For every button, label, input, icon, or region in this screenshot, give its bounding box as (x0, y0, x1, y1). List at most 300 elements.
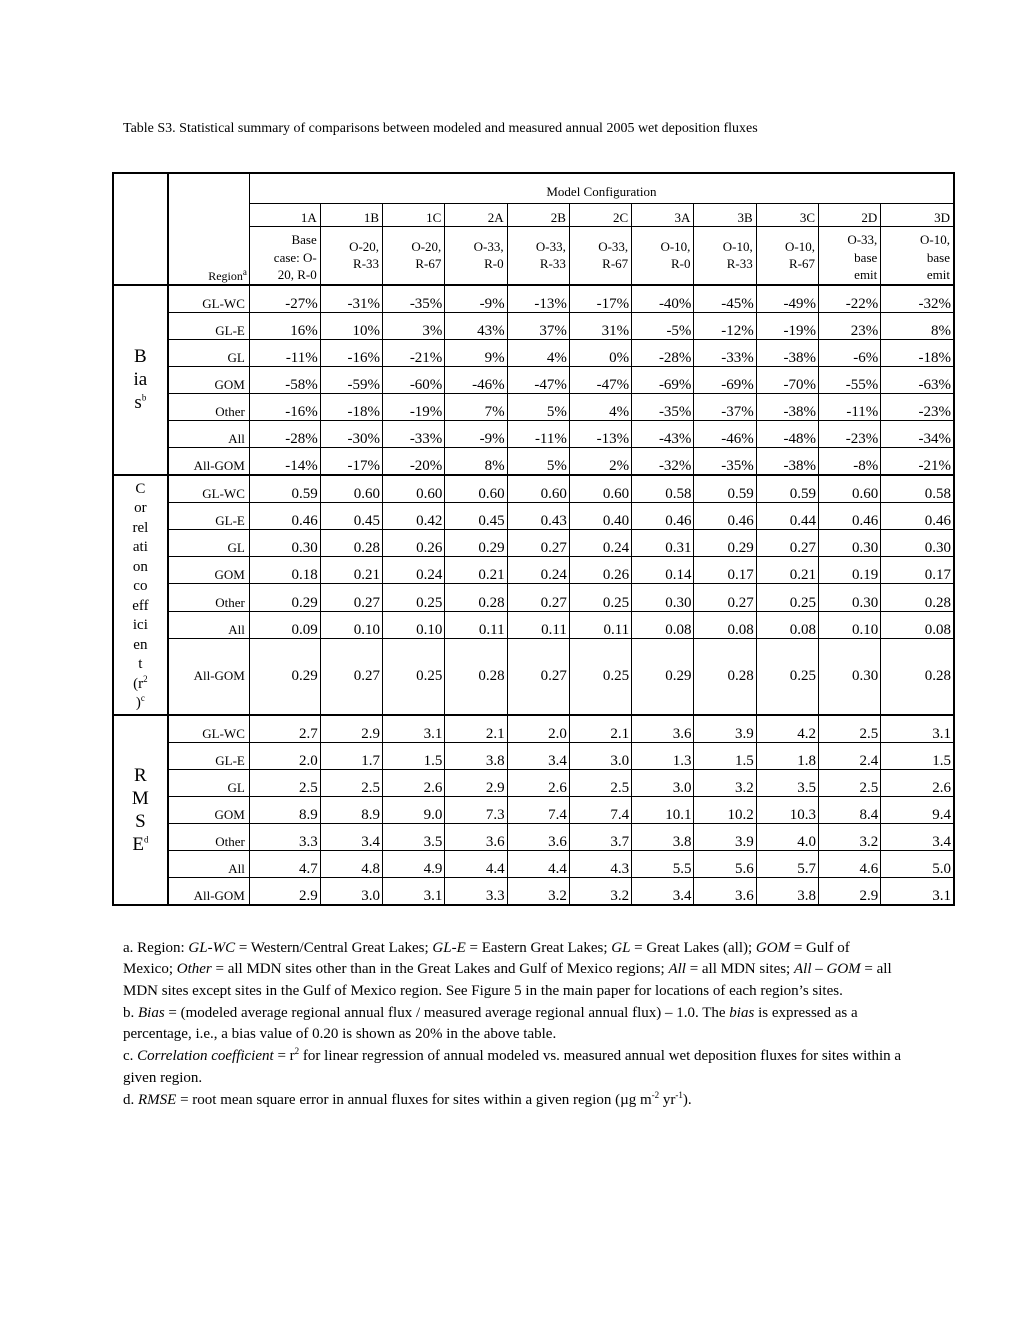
note-text: d. (123, 1092, 138, 1109)
value-cell: -69% (632, 366, 694, 393)
note-term: GOM (755, 940, 791, 956)
config-description: O-33, R-67 (569, 227, 631, 285)
value-cell: 0.24 (569, 529, 631, 556)
value-cell: 3.2 (507, 877, 569, 905)
value-cell: 4% (569, 393, 631, 420)
correlation-row (113, 502, 954, 529)
config-description: O-10, R-0 (632, 227, 694, 285)
table-body (113, 173, 954, 905)
value-cell: 3.5 (756, 769, 818, 796)
value-cell: -60% (383, 366, 445, 393)
value-cell: 0.27 (507, 529, 569, 556)
value-cell: 7% (445, 393, 507, 420)
note-term: GL (611, 940, 631, 956)
value-cell: 4.9 (383, 850, 445, 877)
correlation-group-label-line: (r (133, 675, 144, 692)
value-cell: -23% (819, 420, 881, 447)
config-description: O-33, R-0 (445, 227, 507, 285)
value-cell: 0.19 (819, 557, 881, 584)
table-notes (123, 938, 903, 1112)
value-cell: 0% (569, 339, 631, 366)
bias-row (113, 420, 954, 447)
value-cell: -37% (694, 393, 756, 420)
value-cell: 0.29 (249, 584, 320, 611)
value-cell: -14% (249, 447, 320, 475)
value-cell: 0.27 (320, 638, 382, 714)
value-cell: 0.10 (819, 611, 881, 638)
value-cell: 3.6 (694, 877, 756, 905)
region-header-label: Region (208, 268, 243, 283)
value-cell: 4.8 (320, 850, 382, 877)
config-code: 2D (819, 204, 881, 227)
value-cell: -28% (249, 420, 320, 447)
value-cell: 7.4 (507, 796, 569, 823)
value-cell: 2.9 (445, 769, 507, 796)
note-text: = Great Lakes (all); (630, 940, 756, 956)
value-cell: 0.27 (507, 638, 569, 714)
value-cell: 2.1 (569, 715, 631, 743)
value-cell: 0.27 (507, 584, 569, 611)
value-cell: -38% (756, 339, 818, 366)
statistics-table (112, 172, 955, 906)
region-cell: All-GOM (168, 877, 250, 905)
config-description: O-10, R-33 (694, 227, 756, 285)
value-cell: 0.30 (819, 584, 881, 611)
value-cell: 0.30 (249, 529, 320, 556)
value-cell: -28% (632, 339, 694, 366)
correlation-group-label-line: t (138, 656, 143, 672)
value-cell: 3.1 (881, 715, 954, 743)
value-cell: -55% (819, 366, 881, 393)
correlation-row (113, 638, 954, 714)
value-cell: -8% (819, 447, 881, 475)
correlation-row (113, 611, 954, 638)
value-cell: -22% (819, 285, 881, 313)
rmse-row (113, 823, 954, 850)
region-cell: All-GOM (168, 447, 250, 475)
value-cell: 3.0 (320, 877, 382, 905)
value-cell: 3.9 (694, 715, 756, 743)
value-cell: -45% (694, 285, 756, 313)
value-cell: 0.18 (249, 557, 320, 584)
rmse-row (113, 715, 954, 743)
note-text: = all MDN sites; (685, 961, 794, 978)
value-cell: 8.9 (320, 796, 382, 823)
value-cell: 7.3 (445, 796, 507, 823)
value-cell: 5% (507, 393, 569, 420)
header-corner-cell (113, 173, 168, 285)
value-cell: 3.1 (383, 877, 445, 905)
value-cell: 16% (249, 312, 320, 339)
region-cell: GOM (168, 557, 250, 584)
region-header-sup: a (242, 266, 247, 277)
rmse-row (113, 796, 954, 823)
region-cell: GL-WC (168, 715, 250, 743)
note-term: Other (176, 961, 212, 978)
value-cell: 0.28 (694, 638, 756, 714)
value-cell: -9% (445, 285, 507, 313)
value-cell: 0.46 (694, 502, 756, 529)
region-cell: GL-WC (168, 285, 250, 313)
value-cell: -6% (819, 339, 881, 366)
value-cell: 0.46 (819, 502, 881, 529)
note-text: = all MDN sites except sites in the Gulf of Mexico region. See Figure 5 in the main paper for locations of each region’s sites. (123, 961, 892, 999)
note-text: -1 (675, 1090, 683, 1101)
bias-group-label-line: ia (133, 369, 148, 390)
bias-group-label-line: B (134, 346, 147, 367)
value-cell: -17% (320, 447, 382, 475)
bias-row (113, 285, 954, 313)
value-cell: -31% (320, 285, 382, 313)
value-cell: 4.7 (249, 850, 320, 877)
note-correlation (123, 1046, 903, 1089)
value-cell: 10.3 (756, 796, 818, 823)
value-cell: 3.6 (445, 823, 507, 850)
correlation-group-label-line: ici (132, 617, 148, 633)
value-cell: -12% (694, 312, 756, 339)
value-cell: 2.6 (881, 769, 954, 796)
value-cell: 0.24 (383, 557, 445, 584)
value-cell: 7.4 (569, 796, 631, 823)
value-cell: -32% (632, 447, 694, 475)
value-cell: -11% (249, 339, 320, 366)
note-text: = root mean square error in annual fluxes for sites within a given region (µg m (176, 1092, 652, 1109)
value-cell: 0.14 (632, 557, 694, 584)
value-cell: 8.4 (819, 796, 881, 823)
rmse-group-label-line: E (132, 833, 144, 855)
value-cell: 2% (569, 447, 631, 475)
value-cell: 0.29 (249, 638, 320, 714)
note-text: = r (273, 1048, 295, 1065)
value-cell: -49% (756, 285, 818, 313)
note-text: yr (659, 1092, 676, 1109)
rmse-row (113, 850, 954, 877)
region-cell: GL (168, 339, 250, 366)
value-cell: -30% (320, 420, 382, 447)
config-description: O-33, R-33 (507, 227, 569, 285)
value-cell: -40% (632, 285, 694, 313)
value-cell: 0.28 (881, 584, 954, 611)
value-cell: 0.30 (819, 638, 881, 714)
config-description: O-10, R-67 (756, 227, 818, 285)
value-cell: 0.11 (507, 611, 569, 638)
value-cell: 3.8 (756, 877, 818, 905)
rmse-group-label (113, 715, 168, 905)
config-code: 1A (249, 204, 320, 227)
value-cell: 0.25 (383, 584, 445, 611)
value-cell: 0.21 (756, 557, 818, 584)
value-cell: 0.11 (445, 611, 507, 638)
value-cell: 8.9 (249, 796, 320, 823)
config-code: 3C (756, 204, 818, 227)
bias-group-footnote-sup: b (141, 392, 147, 403)
value-cell: 3.3 (445, 877, 507, 905)
correlation-group-footnote-sup: c (140, 693, 145, 703)
value-cell: -35% (383, 285, 445, 313)
value-cell: 0.58 (881, 475, 954, 503)
value-cell: 0.30 (881, 529, 954, 556)
value-cell: -38% (756, 447, 818, 475)
note-text: = Eastern Great Lakes; (465, 940, 612, 956)
value-cell: 0.28 (320, 529, 382, 556)
value-cell: -13% (569, 420, 631, 447)
config-code: 1C (383, 204, 445, 227)
rmse-row (113, 742, 954, 769)
value-cell: 1.3 (632, 742, 694, 769)
value-cell: 0.27 (756, 529, 818, 556)
value-cell: 3.2 (694, 769, 756, 796)
value-cell: -5% (632, 312, 694, 339)
value-cell: 0.29 (632, 638, 694, 714)
bias-row (113, 393, 954, 420)
note-term: Correlation coefficient (137, 1048, 274, 1065)
value-cell: 0.59 (694, 475, 756, 503)
value-cell: 2.4 (819, 742, 881, 769)
value-cell: 5% (507, 447, 569, 475)
note-text: = Western/Central Great Lakes; (235, 940, 433, 956)
note-term: All – GOM (793, 961, 861, 978)
bias-row (113, 366, 954, 393)
bias-group-label (113, 285, 168, 475)
value-cell: 0.45 (445, 502, 507, 529)
config-description: O-10, base emit (881, 227, 954, 285)
value-cell: 0.27 (694, 584, 756, 611)
value-cell: 0.26 (569, 557, 631, 584)
value-cell: 2.6 (507, 769, 569, 796)
config-code: 1B (320, 204, 382, 227)
value-cell: 0.21 (445, 557, 507, 584)
value-cell: 3.2 (569, 877, 631, 905)
value-cell: 0.30 (632, 584, 694, 611)
config-description: O-20, R-33 (320, 227, 382, 285)
value-cell: -16% (249, 393, 320, 420)
value-cell: 4% (507, 339, 569, 366)
correlation-row (113, 584, 954, 611)
value-cell: 0.08 (632, 611, 694, 638)
value-cell: 37% (507, 312, 569, 339)
value-cell: 0.17 (881, 557, 954, 584)
value-cell: 0.60 (507, 475, 569, 503)
bias-row (113, 447, 954, 475)
value-cell: 0.30 (819, 529, 881, 556)
region-cell: All-GOM (168, 638, 250, 714)
value-cell: 1.5 (881, 742, 954, 769)
region-cell: Other (168, 823, 250, 850)
value-cell: 3.3 (249, 823, 320, 850)
value-cell: 0.43 (507, 502, 569, 529)
value-cell: 0.29 (445, 529, 507, 556)
value-cell: 0.10 (383, 611, 445, 638)
value-cell: 2.5 (569, 769, 631, 796)
region-cell: All (168, 420, 250, 447)
header-row-configuration (113, 173, 954, 204)
value-cell: 0.25 (383, 638, 445, 714)
region-cell: All (168, 850, 250, 877)
value-cell: -46% (445, 366, 507, 393)
value-cell: 2.0 (249, 742, 320, 769)
value-cell: 2.9 (249, 877, 320, 905)
region-cell: GL-E (168, 312, 250, 339)
value-cell: 1.7 (320, 742, 382, 769)
value-cell: 0.28 (445, 638, 507, 714)
value-cell: 3.7 (569, 823, 631, 850)
note-term: Bias (138, 1004, 165, 1021)
config-code: 2B (507, 204, 569, 227)
value-cell: 0.26 (383, 529, 445, 556)
value-cell: 2.0 (507, 715, 569, 743)
correlation-group-label-line: ati (132, 539, 148, 555)
value-cell: 2.9 (320, 715, 382, 743)
value-cell: 3% (383, 312, 445, 339)
note-rmse (123, 1090, 903, 1111)
bias-row (113, 339, 954, 366)
value-cell: 0.25 (569, 584, 631, 611)
value-cell: 1.5 (694, 742, 756, 769)
value-cell: 0.45 (320, 502, 382, 529)
config-code: 3D (881, 204, 954, 227)
region-cell: GL (168, 769, 250, 796)
rmse-row (113, 877, 954, 905)
correlation-group-label-line: en (133, 636, 148, 653)
value-cell: 0.28 (881, 638, 954, 714)
value-cell: 23% (819, 312, 881, 339)
note-term: GL-WC (188, 940, 236, 956)
correlation-group-label (113, 475, 168, 715)
note-text: b. (123, 1004, 138, 1021)
correlation-group-label-line: on (132, 558, 148, 575)
value-cell: 0.24 (507, 557, 569, 584)
value-cell: -11% (507, 420, 569, 447)
value-cell: 0.31 (632, 529, 694, 556)
header-region-cell (168, 173, 250, 285)
value-cell: 0.25 (569, 638, 631, 714)
value-cell: -48% (756, 420, 818, 447)
region-cell: GOM (168, 796, 250, 823)
value-cell: 2.5 (819, 715, 881, 743)
value-cell: 0.21 (320, 557, 382, 584)
value-cell: 0.46 (249, 502, 320, 529)
value-cell: 8% (881, 312, 954, 339)
note-text: for linear regression of annual modeled vs. measured annual wet deposition fluxes for sites within a given region. (123, 1048, 902, 1086)
value-cell: 9.0 (383, 796, 445, 823)
value-cell: 3.8 (632, 823, 694, 850)
value-cell: 0.59 (756, 475, 818, 503)
note-term: RMSE (138, 1092, 177, 1109)
value-cell: 3.0 (569, 742, 631, 769)
correlation-group-label-line: eff (132, 597, 149, 614)
value-cell: 0.44 (756, 502, 818, 529)
value-cell: -27% (249, 285, 320, 313)
config-description: O-33, base emit (819, 227, 881, 285)
value-cell: 2.6 (383, 769, 445, 796)
region-cell: GL-WC (168, 475, 250, 503)
value-cell: 3.6 (507, 823, 569, 850)
value-cell: -21% (383, 339, 445, 366)
value-cell: 3.4 (507, 742, 569, 769)
value-cell: -46% (694, 420, 756, 447)
note-bias (123, 1003, 903, 1046)
value-cell: -23% (881, 393, 954, 420)
value-cell: 3.6 (632, 715, 694, 743)
value-cell: 9.4 (881, 796, 954, 823)
config-code: 3B (694, 204, 756, 227)
config-description: Base case: O- 20, R-0 (249, 227, 320, 285)
value-cell: 3.4 (632, 877, 694, 905)
value-cell: 4.4 (507, 850, 569, 877)
region-cell: GL-E (168, 502, 250, 529)
correlation-group-label-line: C (135, 480, 146, 497)
value-cell: 3.4 (320, 823, 382, 850)
value-cell: 4.2 (756, 715, 818, 743)
correlation-row (113, 475, 954, 503)
value-cell: 9% (445, 339, 507, 366)
note-text: = (modeled average regional annual flux / measured average regional annual flux) – 1.0. The (164, 1004, 730, 1021)
value-cell: 4.3 (569, 850, 631, 877)
region-cell: Other (168, 584, 250, 611)
note-prefix: a. Region: (123, 940, 189, 956)
value-cell: -18% (320, 393, 382, 420)
value-cell: -20% (383, 447, 445, 475)
rmse-row (113, 769, 954, 796)
value-cell: 0.59 (249, 475, 320, 503)
value-cell: 0.25 (756, 584, 818, 611)
value-cell: 5.7 (756, 850, 818, 877)
value-cell: -47% (507, 366, 569, 393)
value-cell: 0.09 (249, 611, 320, 638)
value-cell: -33% (383, 420, 445, 447)
value-cell: 0.58 (632, 475, 694, 503)
note-term: bias (729, 1004, 755, 1021)
value-cell: 0.08 (881, 611, 954, 638)
value-cell: 2.5 (819, 769, 881, 796)
region-cell: Other (168, 393, 250, 420)
bias-group-label-line: s (134, 392, 142, 413)
model-configuration-header: Model Configuration (249, 173, 954, 204)
value-cell: 0.27 (320, 584, 382, 611)
value-cell: -59% (320, 366, 382, 393)
config-description: O-20, R-67 (383, 227, 445, 285)
note-text: = Gulf of Mexico; (123, 940, 850, 978)
value-cell: 0.42 (383, 502, 445, 529)
note-text: -2 (651, 1090, 660, 1101)
value-cell: 0.08 (756, 611, 818, 638)
value-cell: -69% (694, 366, 756, 393)
value-cell: 3.2 (819, 823, 881, 850)
value-cell: 3.0 (632, 769, 694, 796)
region-cell: GOM (168, 366, 250, 393)
value-cell: 3.1 (383, 715, 445, 743)
value-cell: 0.60 (819, 475, 881, 503)
value-cell: 2.1 (445, 715, 507, 743)
note-text: = all MDN sites other than in the Great Lakes and Gulf of Mexico regions; (211, 961, 669, 978)
value-cell: 0.29 (694, 529, 756, 556)
config-code: 2A (445, 204, 507, 227)
value-cell: 0.11 (569, 611, 631, 638)
value-cell: -32% (881, 285, 954, 313)
value-cell: -16% (320, 339, 382, 366)
value-cell: -34% (881, 420, 954, 447)
value-cell: -38% (756, 393, 818, 420)
value-cell: -33% (694, 339, 756, 366)
value-cell: 0.40 (569, 502, 631, 529)
value-cell: 3.4 (881, 823, 954, 850)
value-cell: 43% (445, 312, 507, 339)
value-cell: 0.17 (694, 557, 756, 584)
value-cell: 5.6 (694, 850, 756, 877)
value-cell: 0.60 (445, 475, 507, 503)
value-cell: 10.2 (694, 796, 756, 823)
value-cell: 0.10 (320, 611, 382, 638)
